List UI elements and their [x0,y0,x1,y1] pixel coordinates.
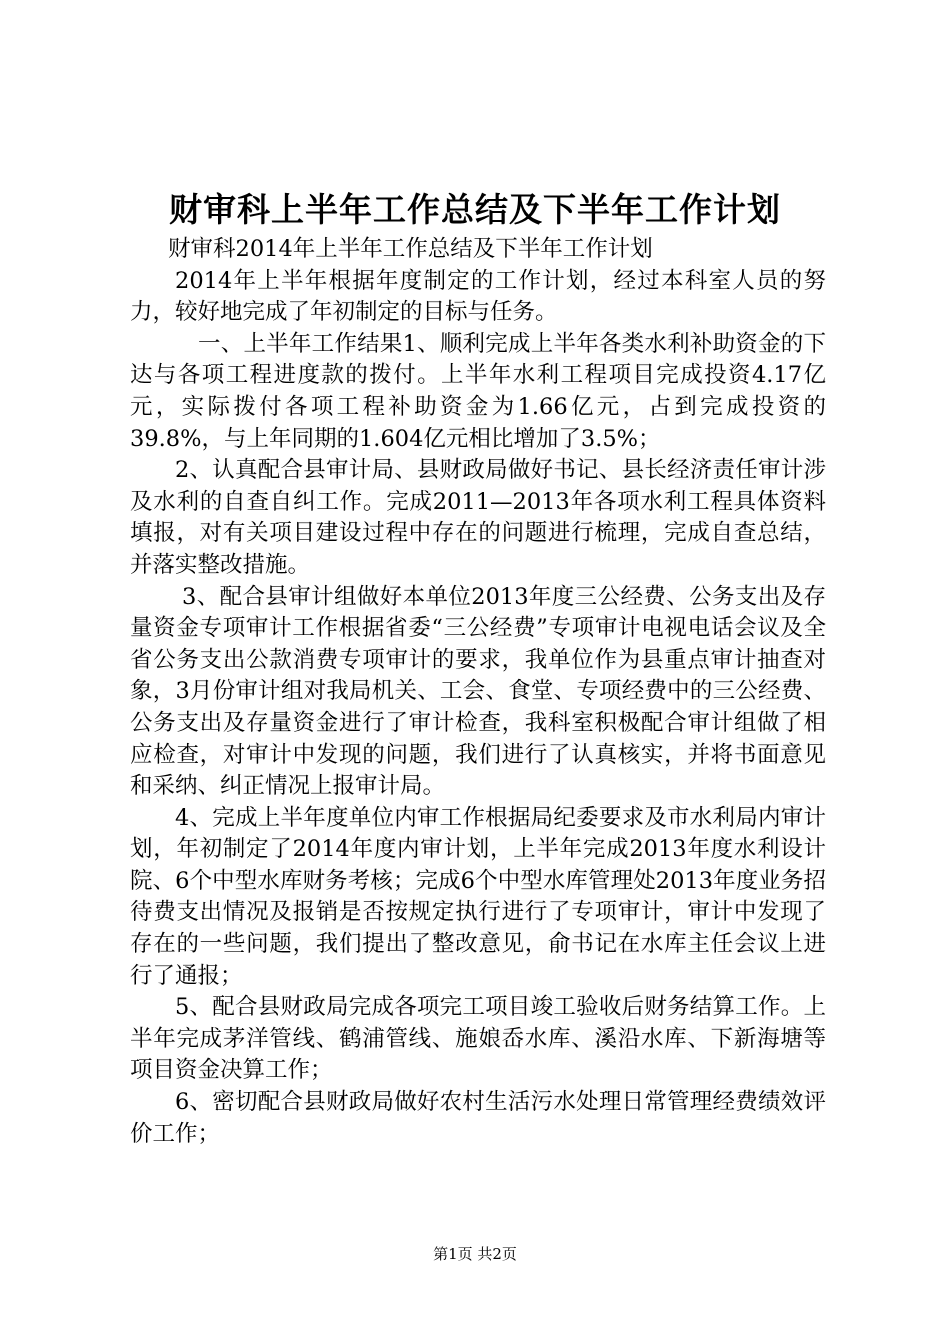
section-paragraph-5: 5、配合县财政局完成各项完工项目竣工验收后财务结算工作。上半年完成茅洋管线、鹤浦管线、施娘岙水库、溪沿水库、下新海塘等项目资金决算工作； [130,994,826,1084]
section-paragraph-1: 一、上半年工作结果1、顺利完成上半年各类水利补助资金的下达与各项工程进度款的拨付。上半年水利工程项目完成投资4.17亿元，实际拨付各项工程补助资金为1.66亿元，占到完成投资的39.8%，与上年同期的1.604亿元相比增加了3.5%； [130,330,826,452]
document-body [130,234,826,1150]
section-paragraph-6: 6、密切配合县财政局做好农村生活污水处理日常管理经费绩效评价工作； [130,1089,826,1147]
subtitle-paragraph: 财审科2014年上半年工作总结及下半年工作计划 [168,236,653,262]
document-title: 财审科上半年工作总结及下半年工作计划 [169,190,781,229]
section-paragraph-3: 3、配合县审计组做好本单位2013年度三公经费、公务支出及存量资金专项审计工作根据省委“三公经费”专项审计电视电话会议及全省公务支出公款消费专项审计的要求，我单位作为县重点审计抽查对象，3月份审计组对我局机关、工会、食堂、专项经费中的三公经费、公务支出及存量资金进行了审计检查，我科室积极配合审计组做了相应检查，对审计中发现的问题，我们进行了认真核实，并将书面意见和采纳、纠正情况上报审计局。 [130,583,826,800]
section-paragraph-4: 4、完成上半年度单位内审工作根据局纪委要求及市水利局内审计划，年初制定了2014年度内审计划，上半年完成2013年度水利设计院、6个中型水库财务考核；完成6个中型水库管理处2013年度业务招待费支出情况及报销是否按规定执行进行了专项审计，审计中发现了存在的一些问题，我们提出了整改意见，俞书记在水库主任会议上进行了通报； [130,804,826,989]
section-paragraph-2: 2、认真配合县审计局、县财政局做好书记、县长经济责任审计涉及水利的自查自纠工作。完成2011—2013年各项水利工程具体资料填报，对有关项目建设过程中存在的问题进行梳理，完成自查总结，并落实整改措施。 [130,457,826,578]
intro-paragraph: 2014年上半年根据年度制定的工作计划，经过本科室人员的努力，较好地完成了年初制定的目标与任务。 [130,267,826,326]
page-footer: 第1页 共2页 [433,1245,517,1263]
